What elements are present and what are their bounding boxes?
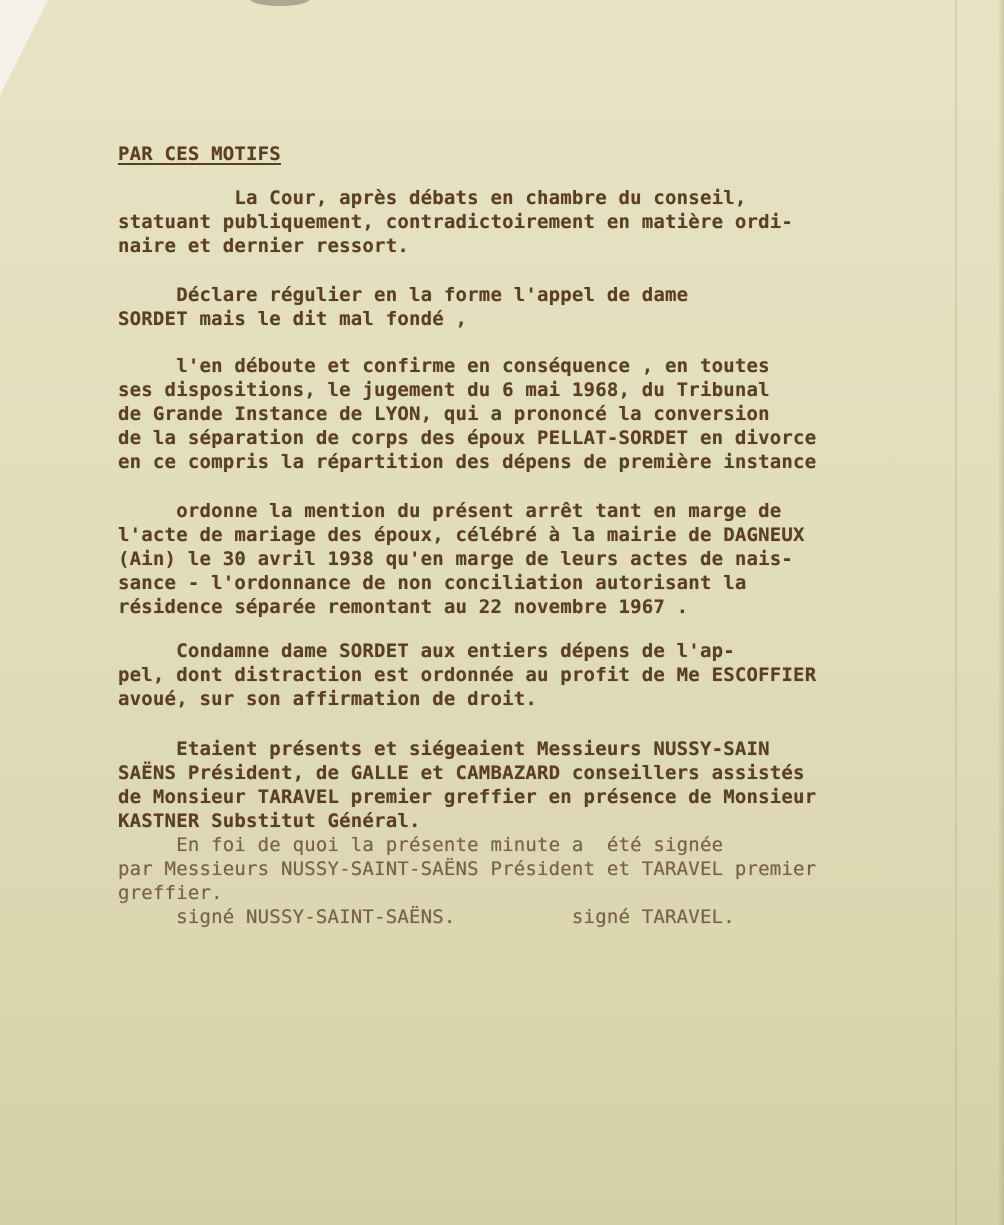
text-line: de Monsieur TARAVEL premier greffier en présence de Monsieur (118, 786, 817, 808)
text-line: naire et dernier ressort. (118, 235, 409, 257)
text-line: SORDET mais le dit mal fondé , (118, 308, 468, 330)
paper-clip-shadow (250, 0, 310, 6)
signature-line: signé NUSSY-SAINT-SAËNS. signé TARAVEL. (118, 906, 735, 928)
text-line: En foi de quoi la présente minute a été signée (118, 834, 724, 856)
folded-corner (0, 0, 48, 95)
text-line: KASTNER Substitut Général. (118, 810, 421, 832)
text-line: Etaient présents et siégeaient Messieurs NUSSY-SAIN (118, 738, 770, 760)
text-line: Condamne dame SORDET aux entiers dépens de l'ap- (118, 640, 735, 662)
text-line: avoué, sur son affirmation de droit. (118, 688, 538, 710)
page-fold-line (955, 0, 957, 1225)
text-line: de la séparation de corps des époux PELLAT-SORDET en divorce (118, 427, 817, 449)
text-line: par Messieurs NUSSY-SAINT-SAËNS Président et TARAVEL premier (118, 858, 817, 880)
text-line: l'en déboute et confirme en conséquence , en toutes (118, 355, 770, 377)
page-edge-shadow (998, 0, 1004, 1225)
text-line: (Ain) le 30 avril 1938 qu'en marge de leurs actes de nais- (118, 548, 794, 570)
text-line: sance - l'ordonnance de non conciliation autorisant la (118, 572, 747, 594)
text-line: ses dispositions, le jugement du 6 mai 1968, du Tribunal (118, 379, 770, 401)
text-line: La Cour, après débats en chambre du conseil, (118, 187, 747, 209)
text-line: Déclare régulier en la forme l'appel de dame (118, 284, 689, 306)
text-line: résidence séparée remontant au 22 novembre 1967 . (118, 596, 689, 618)
text-line: SAËNS Président, de GALLE et CAMBAZARD conseillers assistés (118, 762, 805, 784)
text-line: de Grande Instance de LYON, qui a prononcé la conversion (118, 403, 770, 425)
text-line: statuant publiquement, contradictoirement en matière ordi- (118, 211, 794, 233)
text-line: l'acte de mariage des époux, célébré à la mairie de DAGNEUX (118, 524, 805, 546)
text-line: pel, dont distraction est ordonnée au profit de Me ESCOFFIER (118, 664, 817, 686)
text-line: greffier. (118, 882, 223, 904)
section-heading: PAR CES MOTIFS (118, 143, 281, 165)
text-line: ordonne la mention du présent arrêt tant en marge de (118, 500, 782, 522)
text-line: en ce compris la répartition des dépens de première instance (118, 451, 817, 473)
